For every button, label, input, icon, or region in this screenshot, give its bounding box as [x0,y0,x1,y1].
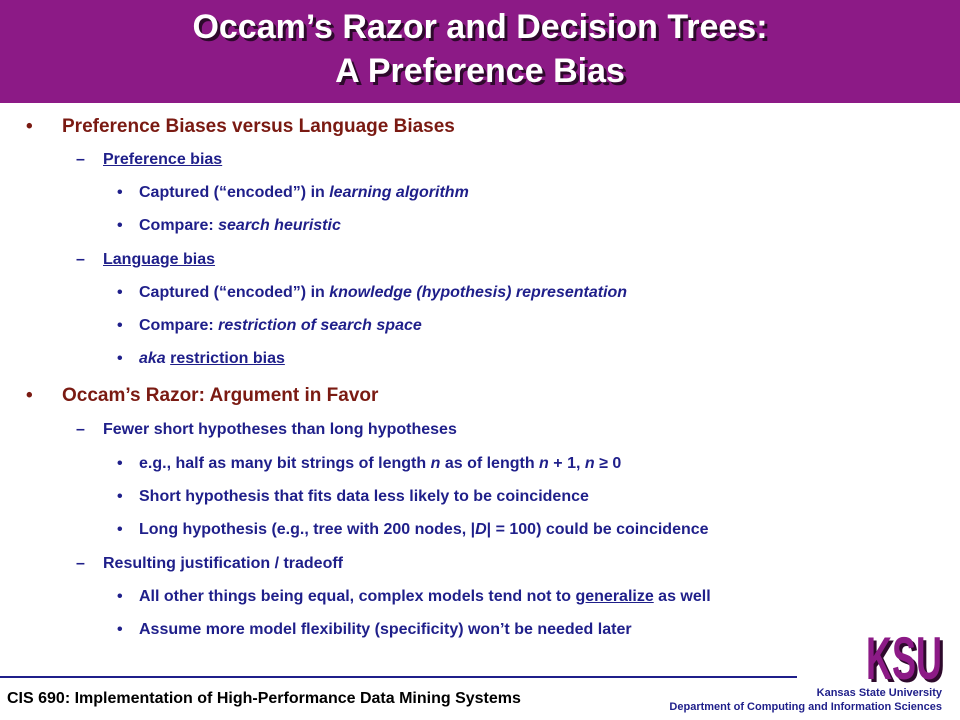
bullet-marker: • [26,116,33,137]
bullet-text: Preference Biases versus Language Biases [62,116,455,137]
bullet-marker: • [117,521,123,538]
subbullet-text: Language bias [103,251,216,268]
item-text: Assume more model flexibility (specificity) won’t be needed later [139,621,632,638]
item-text: Captured (“encoded”) in knowledge (hypothesis) representation [139,284,628,301]
footer-university: Kansas State University [816,687,942,699]
item-text: e.g., half as many bit strings of length n as of length n + 1, n ≥ 0 [139,455,622,472]
dash-marker: – [76,251,85,268]
bullet-marker: • [117,488,123,505]
subbullet-text: Fewer short hypotheses than long hypotheses [103,421,457,438]
title-bar [0,0,960,103]
subbullet-text: Resulting justification / tradeoff [103,555,344,572]
dash-marker: – [76,555,85,572]
svg-text:KSU: KSU [866,625,942,688]
svg-text:KSU: KSU [869,628,945,688]
bullet-marker: • [117,350,123,367]
footer-department: Department of Computing and Information Sciences [669,701,942,713]
bullet-marker: • [117,455,123,472]
item-text: All other things being equal, complex models tend not to generalize as well [139,588,711,605]
item-text: aka restriction bias [139,350,285,367]
bullet-marker: • [26,385,33,406]
item-text: Long hypothesis (e.g., tree with 200 nodes, |D| = 100) could be coincidence [139,521,709,538]
dash-marker: – [76,151,85,168]
item-text: Compare: restriction of search space [139,317,422,334]
item-text: Compare: search heuristic [139,217,341,234]
bullet-marker: • [117,588,123,605]
item-text: Short hypothesis that fits data less likely to be coincidence [139,488,589,505]
ksu-logo [862,618,946,688]
subbullet-text: Preference bias [103,151,223,168]
bullet-text: Occam’s Razor: Argument in Favor [62,385,379,406]
bullet-marker: • [117,317,123,334]
slide-title-line-1: Occam’s Razor and Decision Trees: [192,8,768,46]
bullet-marker: • [117,184,123,201]
bullet-marker: • [117,217,123,234]
bullet-marker: • [117,284,123,301]
dash-marker: – [76,421,85,438]
footer-course-title: CIS 690: Implementation of High-Performance Data Mining Systems [7,690,521,707]
slide-title-line-2: A Preference Bias [335,52,625,90]
footer-divider [0,676,797,678]
bullet-marker: • [117,621,123,638]
item-text: Captured (“encoded”) in learning algorithm [139,184,469,201]
